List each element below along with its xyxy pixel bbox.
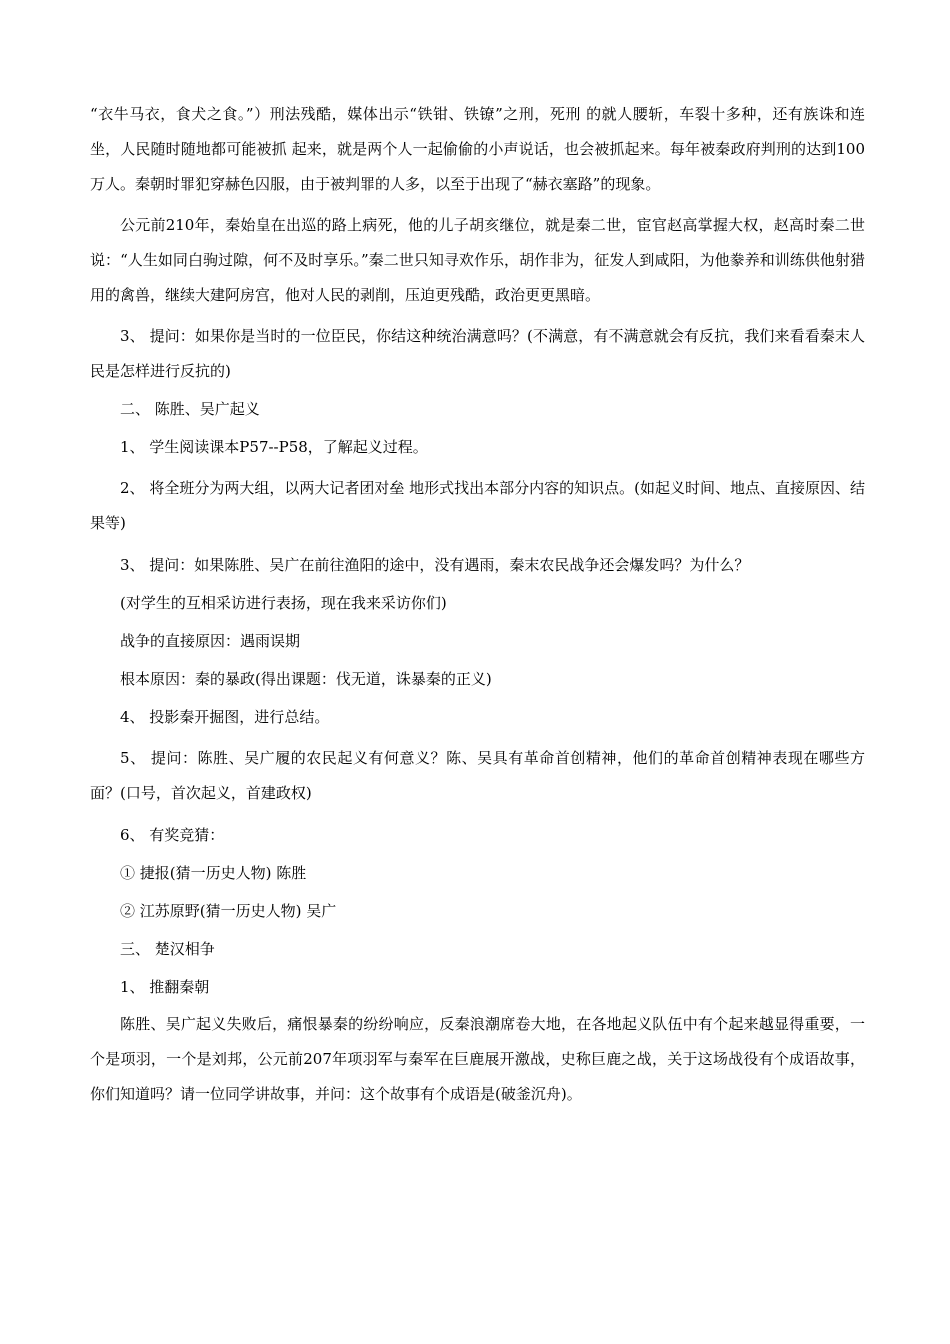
direct-cause: 战争的直接原因：遇雨误期 — [120, 632, 301, 650]
root-cause: 根本原因：秦的暴政(得出课题：伐无道，诛暴秦的正义) — [120, 670, 492, 688]
quiz-riddle-2: ② 江苏原野(猜一历史人物) 吴广 — [120, 902, 337, 920]
paragraph-julu-battle: 陈胜、吴广起义失败后，痛恨暴秦的纷纷响应，反秦浪潮席卷大地，在各地起义队伍中有个起来越显得重要，一个是项羽，一个是刘邦，公元前207年项羽军与秦军在巨鹿展开激战，史称巨鹿之战，关于这场战役有个成语故事，你们知道吗？请一位同学讲故事，并问：这个故事有个成语是(破釜沉舟)。 — [90, 1015, 865, 1103]
list-item-4-summary: 4、 投影秦开掘图，进行总结。 — [120, 708, 330, 726]
list-item-3-question: 3、 提问：如果陈胜、吴广在前往渔阳的途中，没有遇雨，秦末农民战争还会爆发吗？为什么？ — [120, 556, 750, 574]
paragraph-qin-punishments: “衣牛马衣，食犬之食。”）刑法残酷，媒体出示“铁钳、铁镣”之刑，死刑 的就人腰斩，车裂十多种，还有族诛和连坐，人民随时随地都可能被抓 起来，就是两个人一起偷偷的小声说话，也会被抓起来。每年被秦政府判刑的达到100万人。秦朝时罪犯穿赫色囚服，由于被判罪的人多，以至于出现了“赫衣塞路”的现象。 — [90, 105, 865, 193]
list-item-6-quiz: 6、 有奖竞猜： — [120, 826, 225, 844]
section-heading-chen-wu-uprising: 二、 陈胜、吴广起义 — [120, 400, 260, 418]
list-item-2-groups: 2、 将全班分为两大组，以两大记者团对垒 地形式找出本部分内容的知识点。(如起义时间、地点、直接原因、结果等) — [90, 479, 865, 532]
section-heading-chu-han: 三、 楚汉相争 — [120, 940, 215, 958]
document-body — [90, 97, 865, 1112]
paragraph-qin-second-emperor: 公元前210年，秦始皇在出巡的路上病死，他的儿子胡亥继位，就是秦二世，宦官赵高掌握大权，赵高时秦二世说：“人生如同白驹过隙，何不及时享乐。”秦二世只知寻欢作乐，胡作非为，征发人到咸阳，为他豢养和训练供他射猎用的禽兽，继续大建阿房宫，他对人民的剥削，压迫更残酷，政治更更黑暗。 — [90, 216, 865, 304]
paragraph-question-3: 3、 提问：如果你是当时的一位臣民，你结这种统治满意吗？(不满意，有不满意就会有反抗，我们来看看秦末人民是怎样进行反抗的) — [90, 327, 865, 380]
list-item-5-significance: 5、 提问：陈胜、吴广履的农民起义有何意义？陈、吴具有革命首创精神，他们的革命首创精神表现在哪些方面？(口号，首次起义，首建政权) — [90, 749, 865, 802]
list-item-1-overthrow-qin: 1、 推翻秦朝 — [120, 978, 210, 996]
quiz-riddle-1: ① 捷报(猜一历史人物) 陈胜 — [120, 864, 307, 882]
note-praise: (对学生的互相采访进行表扬，现在我来采访你们) — [120, 594, 447, 612]
list-item-1-reading: 1、 学生阅读课本P57--P58，了解起义过程。 — [120, 438, 428, 456]
